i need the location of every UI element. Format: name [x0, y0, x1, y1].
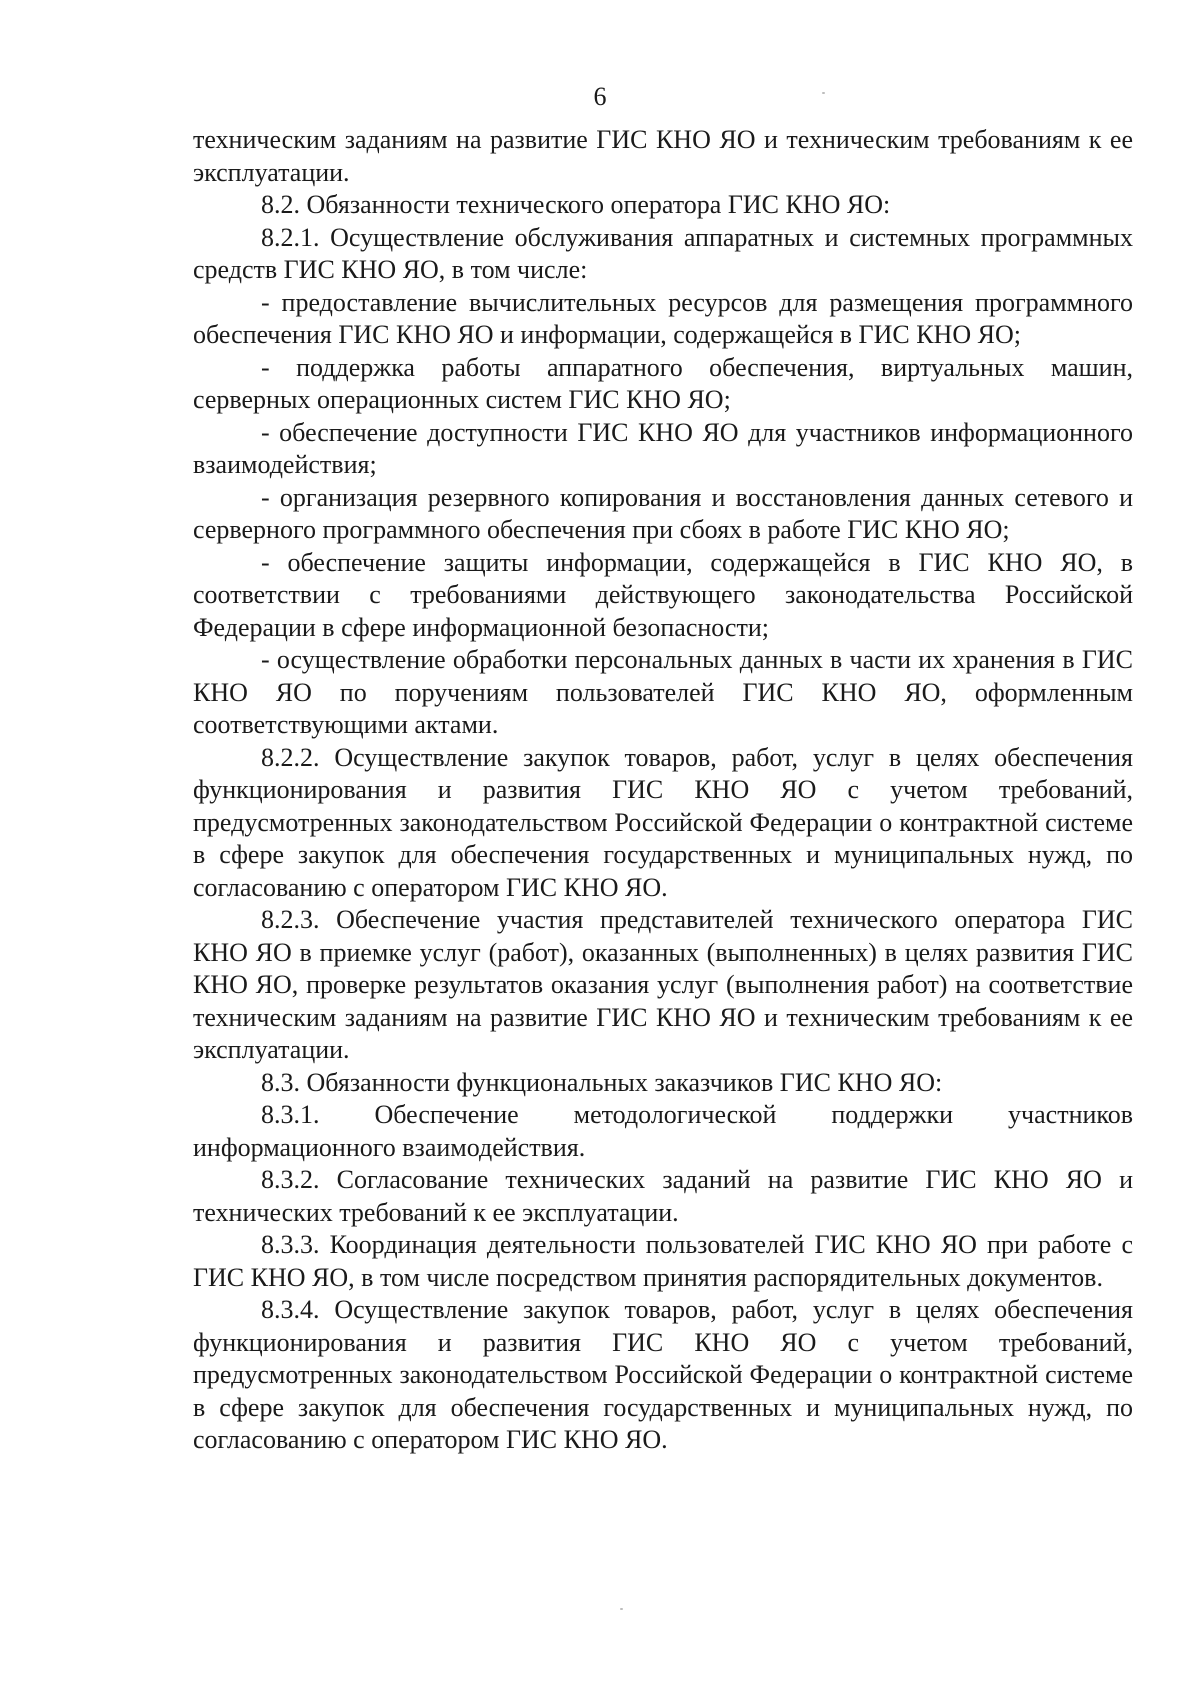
paragraph-8-2-3: 8.2.3. Обеспечение участия представителей технического оператора ГИС КНО ЯО в приемке услуг (работ), оказанных (выполненных) в целях развития ГИС КНО ЯО, проверке результатов оказания услуг (выполнения работ) на соответствие техническим заданиям на развитие ГИС КНО ЯО и техническим требованиям к ее эксплуатации.: [193, 905, 1133, 1064]
paragraph-8-3-4: 8.3.4. Осуществление закупок товаров, работ, услуг в целях обеспечения функционирования и развития ГИС КНО ЯО с учетом требований, предусмотренных законодательством Российской Федерации о контрактной системе в сфере закупок для обеспечения государственных и муниципальных нужд, по согласованию с оператором ГИС КНО ЯО.: [193, 1295, 1133, 1454]
paragraph-8-2-heading: 8.2. Обязанности технического оператора ГИС КНО ЯО:: [261, 190, 891, 219]
list-item-backup: - организация резервного копирования и восстановления данных сетевого и серверного программного обеспечения при сбоях в работе ГИС КНО ЯО;: [193, 482, 1133, 544]
paragraph-8-3-1: 8.3.1. Обеспечение методологической поддержки участников информационного взаимодействия.: [193, 1100, 1133, 1162]
list-item-personal-data: - осуществление обработки персональных данных в части их хранения в ГИС КНО ЯО по поручениям пользователей ГИС КНО ЯО, оформленным соответствующими актами.: [193, 645, 1133, 739]
list-item-computing-resources: - предоставление вычислительных ресурсов для размещения программного обеспечения ГИС КНО ЯО и информации, содержащейся в ГИС КНО ЯО;: [193, 287, 1133, 349]
scan-speck-top: [822, 92, 825, 94]
paragraph-8-2-1: 8.2.1. Осуществление обслуживания аппаратных и системных программных средств ГИС КНО ЯО, в том числе:: [193, 222, 1133, 284]
list-item-information-security: - обеспечение защиты информации, содержащейся в ГИС КНО ЯО, в соответствии с требованиями действующего законодательства Российской Федерации в сфере информационной безопасности;: [193, 547, 1133, 642]
list-item-hardware-support: - поддержка работы аппаратного обеспечения, виртуальных машин, серверных операционных систем ГИС КНО ЯО;: [193, 352, 1133, 414]
page-number: 6: [593, 82, 607, 111]
list-item-availability: - обеспечение доступности ГИС КНО ЯО для участников информационного взаимодействия;: [193, 417, 1133, 479]
document-body: [193, 124, 1133, 1457]
paragraph-continuation: техническим заданиям на развитие ГИС КНО ЯО и техническим требованиям к ее эксплуатации.: [193, 125, 1133, 187]
paragraph-8-2-2: 8.2.2. Осуществление закупок товаров, работ, услуг в целях обеспечения функционирования и развития ГИС КНО ЯО с учетом требований, предусмотренных законодательством Российской Федерации о контрактной системе в сфере закупок для обеспечения государственных и муниципальных нужд, по согласованию с оператором ГИС КНО ЯО.: [193, 742, 1133, 902]
paragraph-8-3-heading: 8.3. Обязанности функциональных заказчиков ГИС КНО ЯО:: [261, 1067, 943, 1097]
scan-speck-bottom: [620, 1608, 623, 1610]
paragraph-8-3-2: 8.3.2. Согласование технических заданий на развитие ГИС КНО ЯО и технических требований к ее эксплуатации.: [193, 1165, 1133, 1227]
paragraph-8-3-3: 8.3.3. Координация деятельности пользователей ГИС КНО ЯО при работе с ГИС КНО ЯО, в том числе посредством принятия распорядительных документов.: [193, 1230, 1133, 1292]
